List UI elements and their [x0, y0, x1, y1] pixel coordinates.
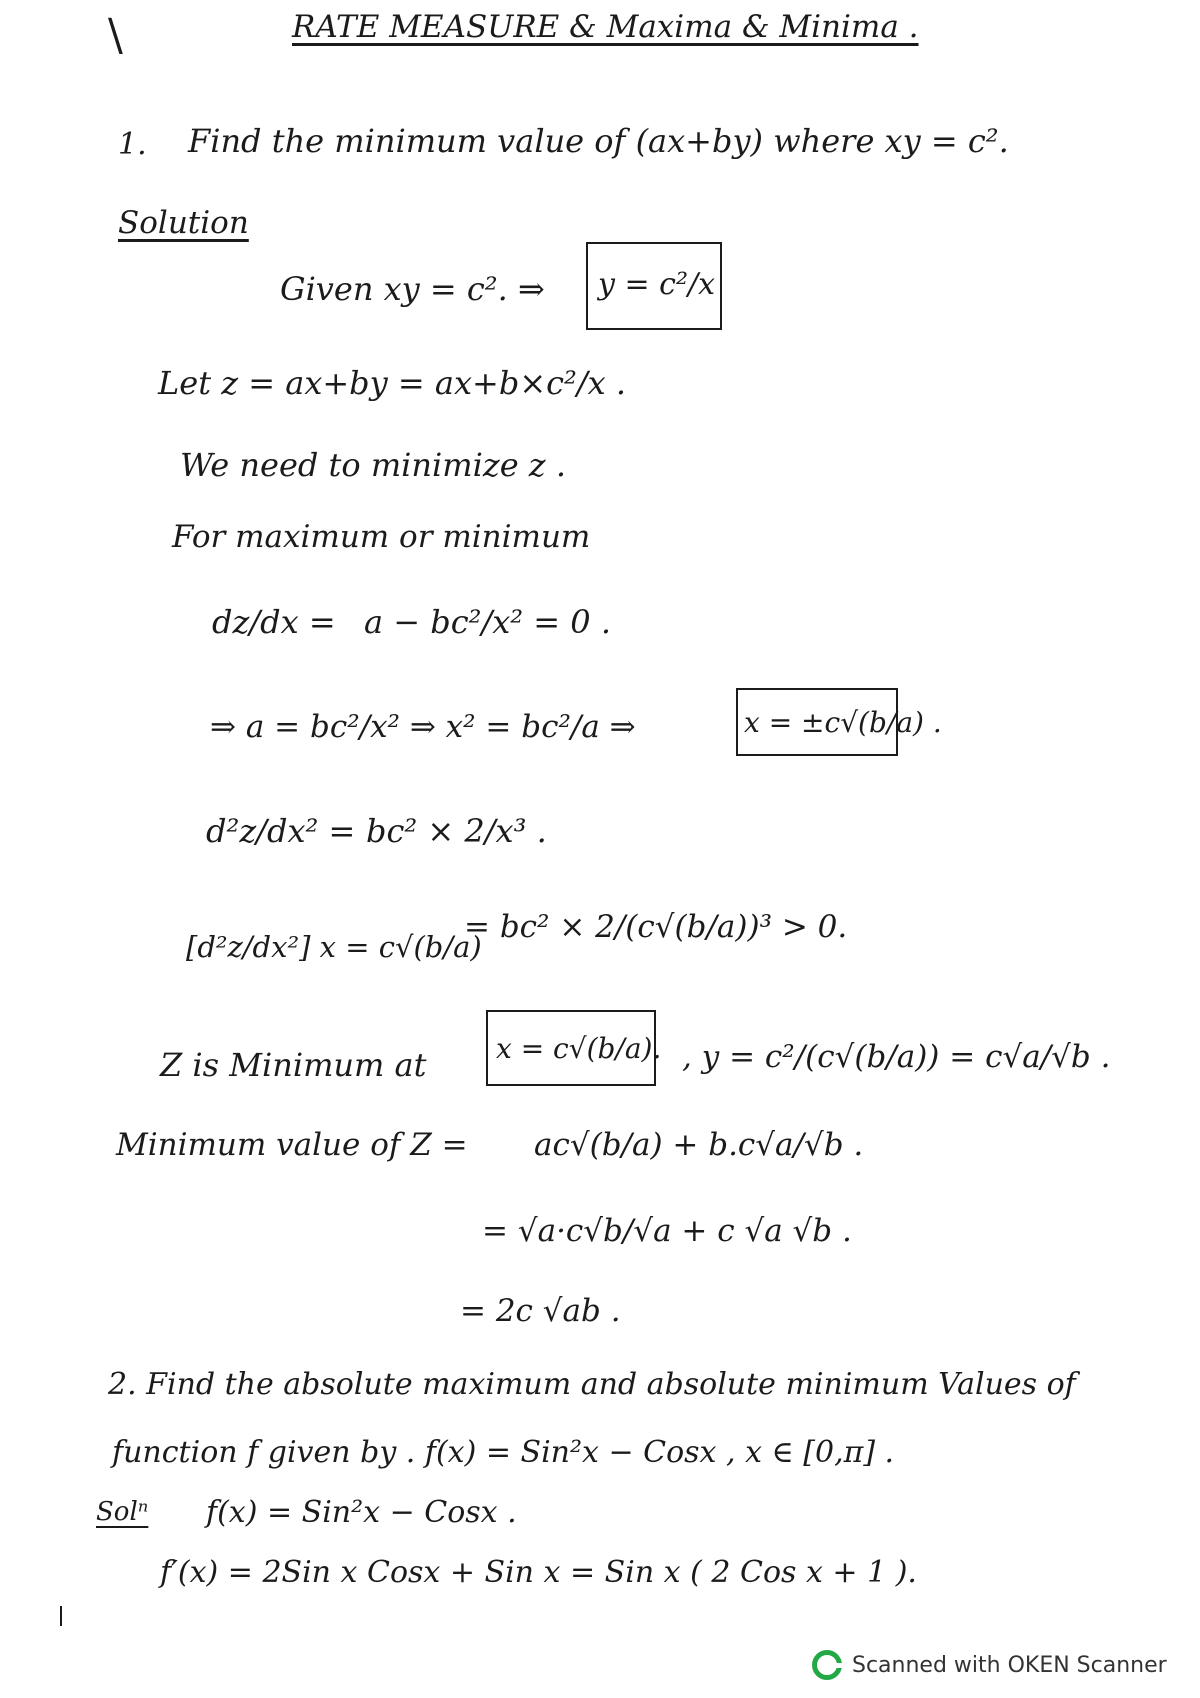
q1-statement: Find the minimum value of (ax+by) where xy = c².: [188, 122, 1009, 160]
given-line: Given xy = c². ⇒: [280, 270, 545, 308]
scanner-logo-icon: [812, 1650, 842, 1680]
q2-statement-line1: 2. Find the absolute maximum and absolute minimum Values of: [108, 1367, 1076, 1402]
for-line: For maximum or minimum: [172, 519, 591, 555]
corner-mark: \: [108, 10, 123, 61]
critical-step: ⇒ a = bc²/x² ⇒ x² = bc²/a ⇒: [210, 709, 636, 745]
solution-label: Solution: [118, 205, 249, 241]
dz-dx-lhs: dz/dx =: [212, 603, 336, 641]
q1-number: 1.: [118, 127, 147, 162]
z-minimum-point: x = c√(b/a).: [496, 1032, 662, 1065]
second-derivative-eval-rhs: = bc² × 2/(c√(b/a))³ > 0.: [464, 909, 848, 945]
second-derivative-lhs: d²z/dx² =: [206, 812, 356, 850]
dz-dx-rhs: a − bc²/x² = 0 .: [364, 603, 611, 641]
minimum-value-step2: = √a·c√b/√a + c √a √b .: [482, 1213, 852, 1249]
critical-point: x = ±c√(b/a) .: [744, 706, 942, 739]
q2-fprime: f′(x) = 2Sin x Cosx + Sin x = Sin x ( 2 Cos x + 1 ).: [160, 1555, 917, 1590]
second-derivative-rhs: bc² × 2/x³ .: [366, 812, 547, 850]
scanner-text: Scanned with OKEN Scanner: [852, 1652, 1167, 1678]
z-minimum-text: Z is Minimum at: [160, 1046, 427, 1084]
y-value: , y = c²/(c√(b/a)) = c√a/√b .: [682, 1039, 1111, 1075]
minimum-value-step1: ac√(b/a) + b.c√a/√b .: [534, 1127, 864, 1163]
q2-fx: f(x) = Sin²x − Cosx .: [206, 1495, 517, 1530]
scanner-watermark: [812, 1650, 1167, 1680]
page-title: RATE MEASURE & Maxima & Minima .: [292, 9, 919, 45]
q2-solution-label: Solⁿ: [96, 1497, 149, 1527]
need-line: We need to minimize z .: [180, 446, 566, 484]
q2-statement-line2: function f given by . f(x) = Sin²x − Cosx , x ∈ [0,π] .: [112, 1435, 895, 1470]
given-result: y = c²/x: [598, 267, 716, 302]
minimum-value-label: Minimum value of Z =: [116, 1127, 468, 1163]
minimum-value-step3: = 2c √ab .: [460, 1293, 621, 1329]
second-derivative-eval-lhs: [d²z/dx²] x = c√(b/a): [186, 930, 482, 964]
margin-tick: [60, 1606, 62, 1626]
let-line: Let z = ax+by = ax+b×c²/x .: [158, 364, 627, 402]
